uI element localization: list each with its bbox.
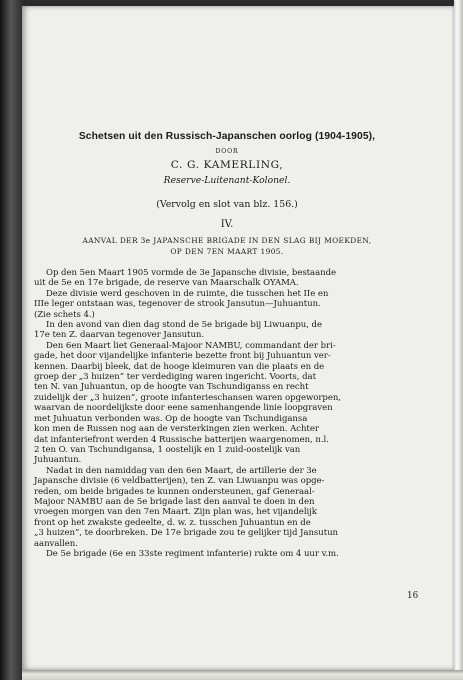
body-line: 2 ten O. van Tschundigansa, 1 oostelijk en 1 zuid-oostelijk van [34,444,301,455]
body-line: Majoor NAMBU aan de 5e brigade last den aanval te doen in den [34,496,315,507]
section-subtitle-line: OP DEN 7EN MAART 1905. [170,247,284,256]
body-line: In den avond van dien dag stond de 5e brigade bij Liwuanpu, de [46,320,322,331]
page-text-block [34,130,420,559]
body-line: De 5e brigade (6e en 33ste regiment infanterie) rukte om 4 uur v.m. [46,548,339,559]
continuation-note: (Vervolg en slot van blz. 156.) [156,199,298,210]
body-line: gade, het door vijandelijke infanterie bezette front bij Juhuantun ver- [34,351,331,362]
body-line: kon men de Russen nog aan de versterkingen zien werken. Achter [34,424,319,435]
body-line: IIIe leger ontstaan was, tegenover de strook Jansutun—Juhuantun. [34,299,321,310]
section-subtitle-line: AANVAL DER 3e JAPANSCHE BRIGADE IN DEN SLAG BIJ MOEKDEN, [82,236,372,245]
author-name: C. G. KAMERLING, [170,159,284,171]
body-line: Juhuantun. [34,455,82,466]
body-line: aanvallen. [34,538,78,549]
section-number: IV. [220,219,234,230]
body-line: zuidelijk der „3 huizen”, groote infanterieschansen waren opgeworpen, [34,392,341,403]
body-line: reden, om beide brigades te kunnen ondersteunen, gaf Generaal- [34,486,315,497]
byline-door: DOOR [215,148,239,155]
body-line: waarvan de noordelijkste door eene samenhangende linie loopgraven [34,403,333,414]
body-line: Japansche divisie (6 veldbatterijen), ten Z. van Liwuanpu was opge- [34,476,325,487]
body-line: vroegen morgen van den 7en Maart. Zijn plan was, het vijandelijk [34,507,317,518]
body-line: Op den 5en Maart 1905 vormde de 3e Japansche divisie, bestaande [46,268,337,278]
page-edge-right [454,0,463,680]
body-line: met Juhuatun verbonden was. Op de hoogte van Tschundigansa [34,413,308,424]
body-line: dat infanteriefront werden 4 Russische batterijen waargenomen, n.l. [34,434,329,445]
author-rank: Reserve-Luitenant-Kolonel. [163,175,291,186]
body-line: ten N. van Juhuantun, op de hoogte van Tschundiganss en recht [34,382,309,393]
body-line: 17e ten Z. daarvan tegenover Jansutun. [34,330,205,341]
body-line: (Zie schets 4.) [34,309,95,320]
page-number: 16 [407,591,419,601]
book-spine-shadow [0,0,24,680]
body-line: front op het zwakste gedeelte, d. w. z. tusschen Juhuantun en de [34,517,311,528]
body-line: kennen. Daarbij bleek, dat de hooge kleimuren van die plaats en de [34,361,325,372]
body-text [34,268,420,559]
section-subtitle [34,235,420,257]
body-line: Nadat in den namiddag van den 6en Maart, de artillerie der 3e [46,465,317,476]
body-line: Deze divisie werd geschoven in de ruimte, die tusschen het IIe en [46,288,329,299]
page-edge-bottom [22,670,463,680]
body-line: groep der „3 huizen” ter verdediging waren ingericht. Voorts, dat [34,372,316,383]
body-line: Den 6en Maart liet Generaal-Majoor NAMBU, commandant der bri- [46,340,336,351]
article-title: Schetsen uit den Russisch-Japanschen oorlog (1904-1905), [78,131,376,142]
body-line: „3 huizen”, te doorbreken. De 17e brigade zou te gelijker tijd Jansutun [34,528,339,539]
body-line: uit de 5e en 17e brigade, de reserve van Maarschalk OYAMA. [34,278,299,289]
